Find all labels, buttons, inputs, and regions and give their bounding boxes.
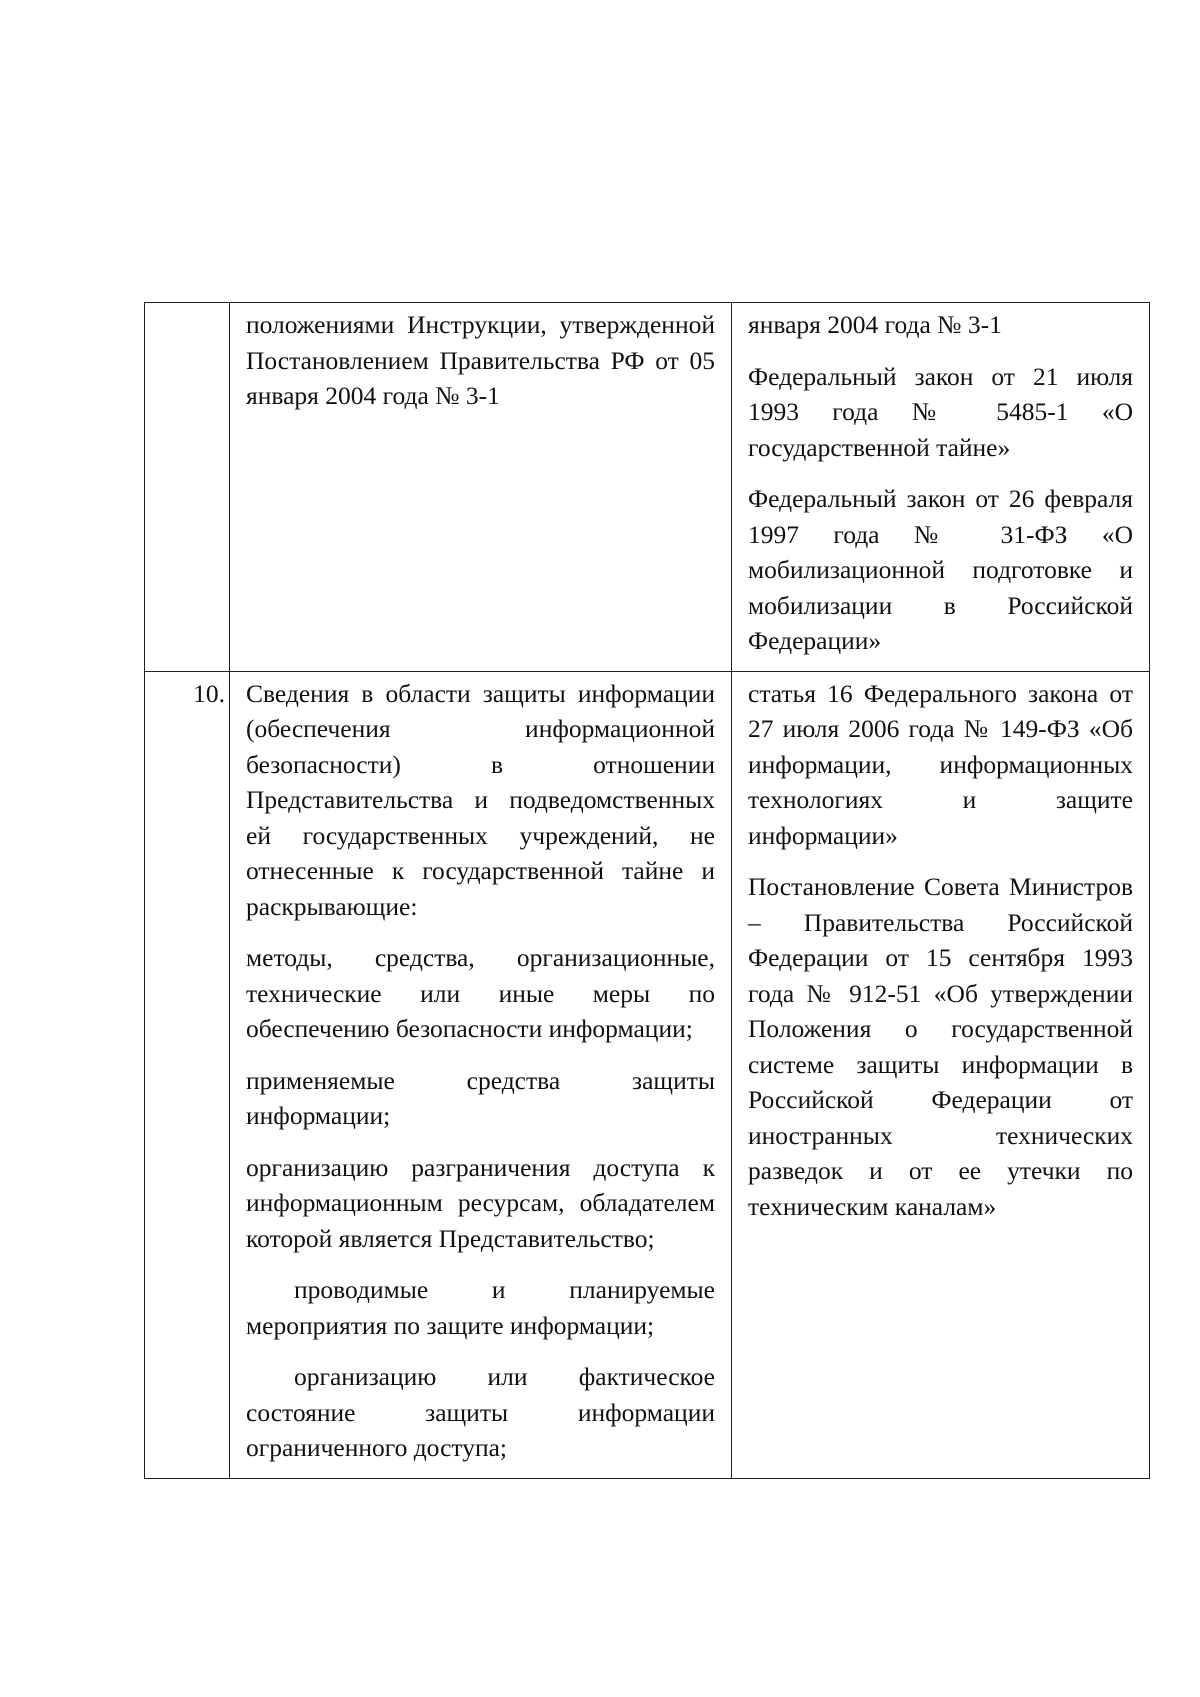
basis-paragraph: Федеральный закон от 21 июля 1993 года № 5485-1 «О государственной тайне»: [748, 361, 1133, 462]
description-paragraph: организацию или фактическое состояние защиты информации ограниченного доступа;: [246, 1362, 715, 1462]
document-table: [144, 302, 1150, 1479]
table-row: [145, 303, 1150, 672]
description-paragraph: методы, средства, организационные, технические или иные меры по обеспечению безопасности информации;: [246, 943, 715, 1043]
description-paragraph: проводимые и планируемые мероприятия по защите информации;: [246, 1275, 715, 1340]
description-paragraph: положениями Инструкции, утвержденной Постановлением Правительства РФ от 05 января 2004 года № 3-1: [246, 310, 715, 410]
description-paragraph: применяемые средства защиты информации;: [246, 1065, 715, 1130]
row-legal-basis: [732, 671, 1150, 1478]
row-legal-basis: [732, 303, 1150, 672]
table-row: [145, 671, 1150, 1478]
row-description: [230, 303, 732, 672]
description-paragraph: Сведения в области защиты информации (обеспечения информационной безопасности) в отношении Представительства и подведомственных ей государственных учреждений, не отнесенные к государственной тайне и раскрывающие:: [246, 678, 715, 921]
basis-paragraph: Федеральный закон от 26 февраля 1997 года № 31-ФЗ «О мобилизационной подготовке и мобилизации в Российской Федерации»: [748, 484, 1133, 655]
row-description: [230, 671, 732, 1478]
row-number: 10.: [145, 671, 230, 1478]
basis-paragraph: января 2004 года № 3-1: [748, 310, 1002, 339]
description-paragraph: организацию разграничения доступа к информационным ресурсам, обладателем которой является Представительство;: [246, 1152, 715, 1253]
row-number: [145, 303, 230, 672]
basis-paragraph: Постановление Совета Министров – Правительства Российской Федерации от 15 сентября 1993 года № 912-51 «Об утверждении Положения о государственной системе защиты информации в Российской Федерации от иностранных технических разведок и от ее утечки по техническим каналам»: [748, 872, 1133, 1221]
basis-paragraph: статья 16 Федерального закона от 27 июля 2006 года № 149-ФЗ «Об информации, информационных технологиях и защите информации»: [748, 678, 1133, 850]
